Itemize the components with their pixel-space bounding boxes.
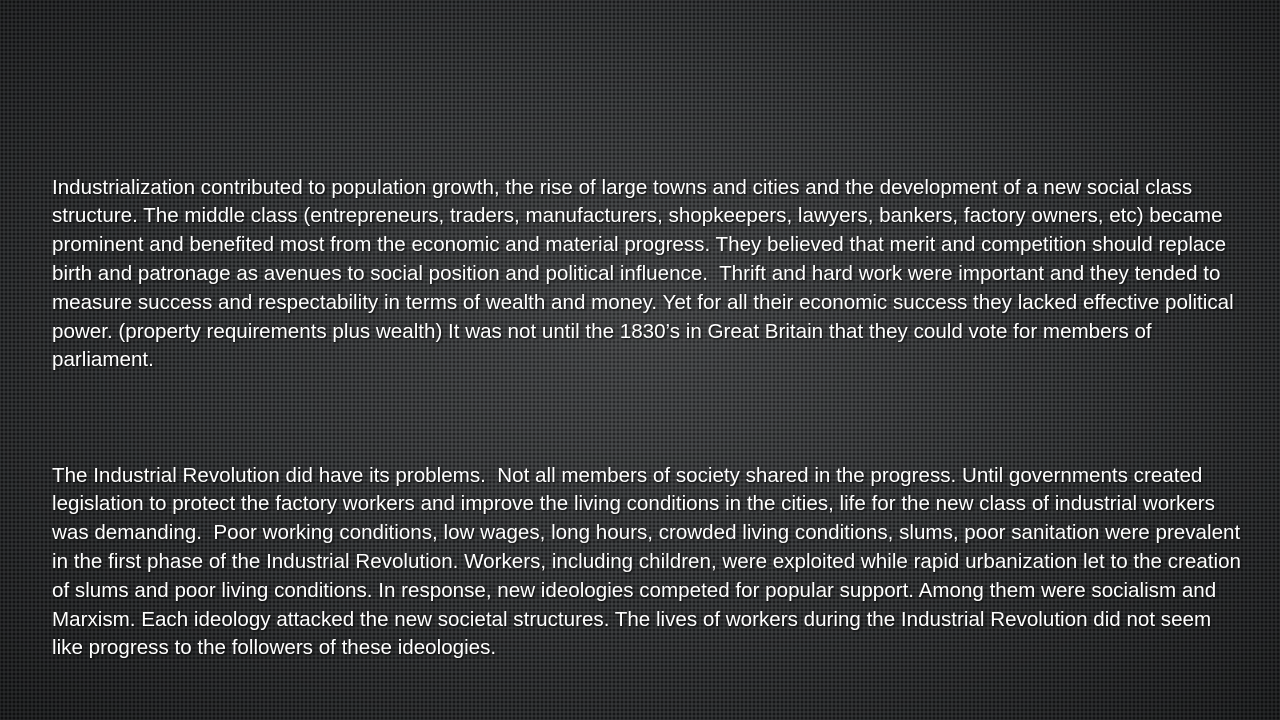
- paragraph-middle-class: Industrialization contributed to population growth, the rise of large towns and cities and the development of a new social class structure. The middle class (entrepreneurs, traders, manufacturers, shopkeepers, lawyers, bankers, factory owners, etc) became prominent and benefited most from the economic and material progress. They believed that merit and competition should replace birth and patronage as avenues to social position and political influence. Thrift and hard work were important and they tended to measure success and respectability in terms of wealth and money. Yet for all their economic success they lacked effective political power. (property requirements plus wealth) It was not until the 1830’s in Great Britain that they could vote for members of parliament.: [52, 175, 1240, 372]
- paragraph-industrial-problems: The Industrial Revolution did have its problems. Not all members of society shared in the progress. Until governments created legislation to protect the factory workers and improve the living conditions in the cities, life for the new class of industrial workers was demanding. Poor working conditions, low wages, long hours, crowded living conditions, slums, poor sanitation were prevalent in the first phase of the Industrial Revolution. Workers, including children, were exploited while rapid urbanization let to the creation of slums and poor living conditions. In response, new ideologies competed for popular support. Among them were socialism and Marxism. Each ideology attacked the new societal structures. The lives of workers during the Industrial Revolution did not seem like progress to the followers of these ideologies.: [52, 463, 1247, 660]
- slide-text-body: [52, 116, 1247, 720]
